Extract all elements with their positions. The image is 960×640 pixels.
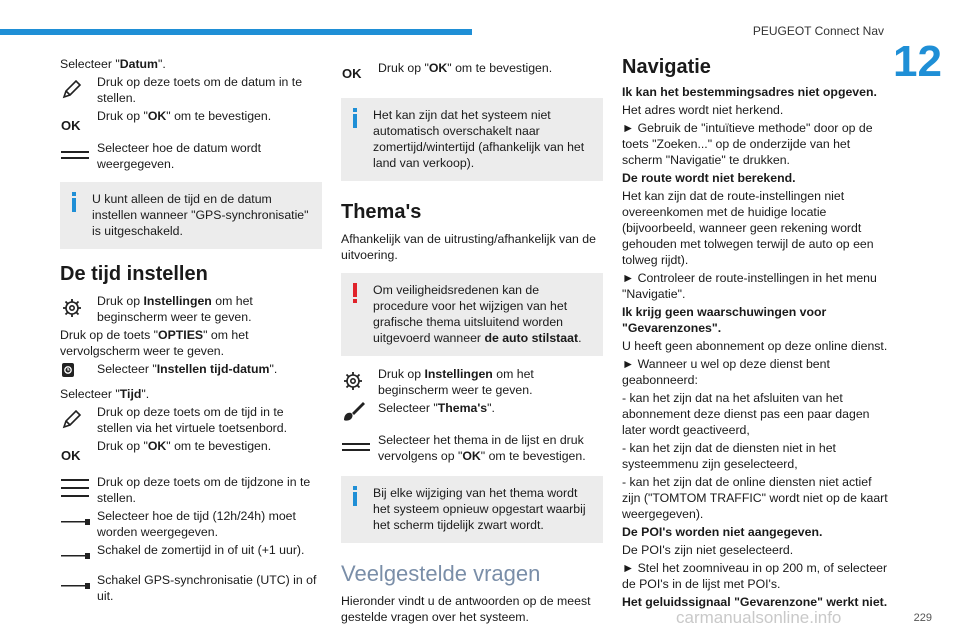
faq-answer: - kan het zijn dat na het afsluiten van het abonnement deze dienst pas een paar dagen later wordt geactiveerd, (622, 391, 870, 437)
faq-question: Het geluidssignaal "Gevarenzone" werkt niet. (622, 595, 888, 609)
list-icon (341, 432, 378, 452)
heading-faq: Veelgestelde vragen (341, 561, 541, 586)
heading-set-time: De tijd instellen (60, 263, 208, 285)
toggle-icon (60, 572, 97, 590)
info-icon (352, 108, 358, 132)
ok-icon: OK (61, 448, 81, 463)
step-daylight-saving: Schakel de zomertijd in of uit (+1 uur). (60, 542, 322, 560)
step-choose-theme: Selecteer het thema in de lijst en druk vervolgens op "OK" om te bevestigen. (341, 432, 603, 464)
heading-themes: Thema's (341, 201, 422, 223)
step-confirm-time: OK Druk op "OK" om te bevestigen. (61, 439, 272, 463)
toggle-icon (60, 508, 97, 526)
step-open-settings: Druk op Instellingen om het beginscherm weer te geven. (60, 293, 322, 325)
page-number: 229 (913, 612, 932, 624)
column-1 (60, 56, 322, 606)
faq-answer: ► Stel het zoomniveau in op 200 m, of selecteer de POI's in de lijst met POI's. (622, 561, 888, 591)
faq-answer: Het kan zijn dat de route-instellingen niet overeenkomen met de huidige locatie (bijvoorbeeld, wanneer geen rekening wordt gehouden met tolwegen terwijl de auto op een tolweg rijdt). (622, 189, 874, 267)
pencil-icon (60, 404, 97, 430)
step-set-time-date: Selecteer "Instellen tijd-datum". (60, 361, 322, 378)
step-time-format: Selecteer hoe de tijd (12h/24h) moet worden weergegeven. (60, 508, 322, 540)
paragraph-options: Druk op de toets "OPTIES" om het vervolgscherm weer te geven. (60, 328, 249, 358)
list-icon (60, 140, 97, 160)
settings-gear-icon (341, 366, 378, 392)
faq-question: Ik krijg geen waarschuwingen voor "Gevarenzones". (622, 305, 827, 335)
running-header: PEUGEOT Connect Nav (752, 24, 884, 38)
paragraph-select-date: Selecteer "Datum". (60, 57, 166, 71)
chapter-number: 12 (893, 37, 942, 86)
faq-question: De POI's worden niet aangegeven. (622, 525, 823, 539)
faq-answer: Het adres wordt niet herkend. (622, 103, 784, 117)
faq-question: De route wordt niet berekend. (622, 171, 796, 185)
step-gps-sync: Schakel GPS-synchronisatie (UTC) in of uit. (60, 572, 322, 604)
settings-gear-icon (60, 293, 97, 319)
heading-navigation: Navigatie (622, 56, 711, 78)
step-date-format: Selecteer hoe de datum wordt weergegeven. (60, 140, 322, 172)
info-icon (352, 486, 358, 510)
faq-question: Ik kan het bestemmingsadres niet opgeven. (622, 85, 877, 99)
faq-answer: De POI's zijn niet geselecteerd. (622, 543, 794, 557)
paint-brush-icon (341, 400, 378, 422)
step-confirm-date: OK Druk op "OK" om te bevestigen. (61, 109, 272, 133)
warning-icon (352, 283, 358, 307)
faq-answer: ► Gebruik de "intuïtieve methode" door op de toets "Zoeken..." op de onderzijde van het scherm "Navigatie" te drukken. (622, 121, 873, 167)
column-2 (341, 56, 603, 627)
info-icon (71, 192, 77, 216)
info-note-summertime: Het kan zijn dat het systeem niet automatisch overschakelt naar zomertijd/wintertijd (afhankelijk van het land van verkoop). (341, 98, 603, 181)
clock-settings-icon (60, 361, 97, 378)
faq-answer: U heeft geen abonnement op deze online dienst. (622, 339, 888, 353)
step-timezone: Druk op deze toets om de tijdzone in te stellen. (60, 474, 322, 506)
step-confirm: OK Druk op "OK" om te bevestigen. (342, 61, 553, 81)
ok-icon: OK (342, 66, 362, 81)
step-set-time: Druk op deze toets om de tijd in te stellen via het virtuele toetsenbord. (60, 404, 322, 436)
column-3 (622, 56, 890, 612)
toggle-icon (60, 542, 97, 560)
info-note-restart: Bij elke wijziging van het thema wordt het systeem opnieuw opgestart waarbij het scherm tijdelijk zwart wordt. (341, 476, 603, 543)
step-set-date: Druk op deze toets om de datum in te stellen. (60, 74, 322, 106)
header-accent-bar (0, 29, 472, 35)
ok-icon: OK (61, 118, 81, 133)
menu-icon (60, 474, 97, 498)
paragraph-select-time: Selecteer "Tijd". (60, 387, 150, 401)
step-open-settings: Druk op Instellingen om het beginscherm weer te geven. (341, 366, 603, 398)
info-note-gps: U kunt alleen de tijd en de datum instellen wanneer "GPS-synchronisatie" is uitgeschakeld. (60, 182, 322, 249)
warning-note-themes: Om veiligheidsredenen kan de procedure voor het wijzigen van het grafische thema uitsluitend worden uitgevoerd wanneer de auto stilstaat. (341, 273, 603, 356)
pencil-icon (60, 74, 97, 100)
step-select-themes: Selecteer "Thema's". (341, 400, 603, 422)
faq-answer: - kan het zijn dat de online diensten niet actief zijn ("TOMTOM TRAFFIC" wordt niet op de kaart weergegeven). (622, 475, 888, 521)
paragraph-themes-availability: Afhankelijk van de uitrusting/afhankelijk van de uitvoering. (341, 232, 596, 262)
faq-answer: ► Controleer de route-instellingen in het menu "Navigatie". (622, 271, 877, 301)
faq-answer: - kan het zijn dat de diensten niet in het systeemmenu zijn geselecteerd, (622, 441, 836, 471)
faq-answer: ► Wanneer u wel op deze dienst bent geabonneerd: (622, 357, 830, 387)
paragraph-faq-intro: Hieronder vindt u de antwoorden op de meest gestelde vragen over het systeem. (341, 594, 591, 624)
watermark: carmanualsonline.info (676, 608, 842, 627)
